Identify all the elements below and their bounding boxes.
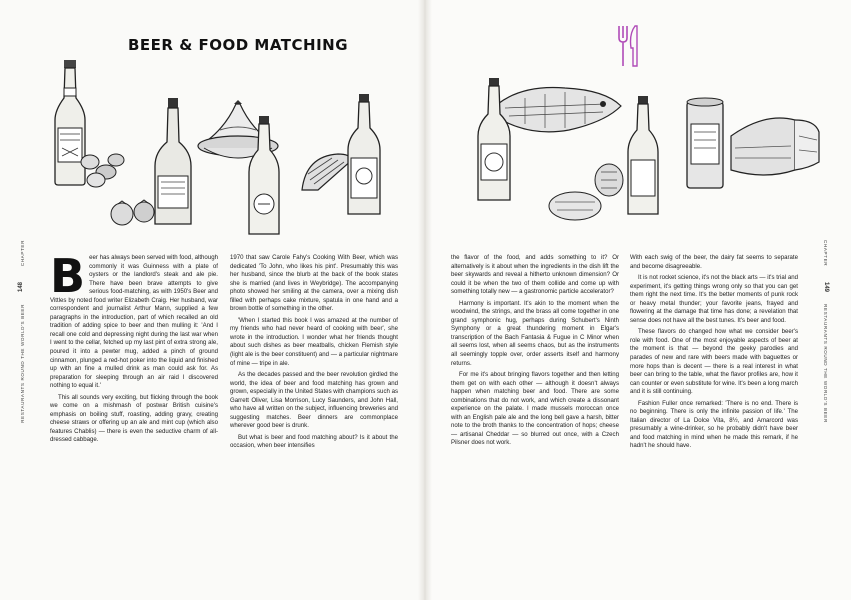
paragraph: eer has always been served with food, although commonly it was Guinness with a plate of oysters or the landlord's steak and ale pie. There have been brave attempts to give serious food-matching, as with 1950's Beer and Vittles by noted food writer Elizabeth Craig. Her husband, war correspondent and journalist Arthur Mann, supplied a few paragraphs in the introduction, part of which recalled an old tradition of adding spice to beer and then mulling it: 'And I recall one cold and depressing night during the last war when I went to the cellar, fetched up my last pint of extra strong ale, poured it into a pewter mug, added a pinch of ground cinnamon, plunged a red-hot poker into the liquid and finished up with an fine a mulled drink as man could ask for. As preparation for sleeping through an air raid I discovered nothing to equal it.' bbox=[50, 254, 218, 390]
paragraph: Harmony is important. It's akin to the moment when the woodwind, the strings, and the brass all come together in one grand symphonic hug, perhaps during Schubert's Ninth Symphony or a great thundering moment in Elgar's transcription of the Bach Fantasia & Fugue in C Minor when all seems lost, when all seems chaos, but as the instruments all seemingly topple over, order asserts itself and harmony returns. bbox=[451, 299, 619, 367]
beer-bottle-illustration bbox=[246, 114, 282, 238]
book-gutter bbox=[418, 0, 432, 600]
tomatoes-illustration bbox=[108, 198, 168, 228]
page-number: 148 bbox=[18, 281, 25, 293]
beer-bottle-illustration bbox=[625, 94, 661, 218]
right-page bbox=[425, 0, 851, 600]
right-column-2 bbox=[630, 254, 798, 592]
page-number: 149 bbox=[823, 281, 830, 293]
page-title: BEER & FOOD MATCHING bbox=[128, 36, 349, 54]
paragraph: 'When I started this book I was amazed at the number of my friends who had never heard of cooking with beer', she wrote in the introduction. I wonder what her friends thought about such dishes as beer meatballs, chicken Flemish style (light ale is the beer constituent) and — a particular nightmare of mine — tripe in ale. bbox=[230, 316, 398, 367]
paragraph: But what is beer and food matching about? Is it about the occasion, when beer intensifies bbox=[230, 433, 398, 450]
running-head: RESTAURANTS ROUND THE WORLD'S BEER bbox=[823, 304, 828, 423]
paragraph: This all sounds very exciting, but flicking through the book we come on a mishmash of postwar British cuisine's emphasis on boiling stuff, roasting, adding gravy, creating cheese straws or offering up an ale and mint cup (which also features Chablis) — there is even the seductive charm of all-dressed cabbage. bbox=[50, 393, 218, 444]
paragraph: 1970 that saw Carole Fahy's Cooking With Beer, which was dedicated 'To John, who likes his pint'. Presumably this was her husband, since the blurb at the back of the book states she is married (and lives in Weybridge). The accompanying photo showed her smiling at the camera, over a mixing dish filled with perhaps cake mixture, spatula in one hand and a brown bottle of something in the other. bbox=[230, 254, 398, 313]
paragraph: Fashion Fuller once remarked: 'There is no end. There is no beginning. There is only the infinite passion of life.' The Italian director of La Dolce Vita, 8½, and Amarcord was presumably a wine-drinker, so he probably didn't have beer and food matching in mind when he made this remark, if he hadn't he should have. bbox=[630, 399, 798, 450]
olives-illustration bbox=[78, 148, 128, 192]
paragraph: the flavor of the food, and adds something to it? Or alternatively is it about when the ingredients in the dish lift the beer skywards and reveal a hitherto unknown dimension? Or could it be when the two of them collide and come up with something totally new — a gastronomic particle accelerator? bbox=[451, 254, 619, 296]
right-column-1 bbox=[451, 254, 619, 592]
cake-illustration bbox=[725, 96, 823, 182]
paragraph: With each swig of the beer, the dairy fat seems to separate and become disagreeable. bbox=[630, 254, 798, 270]
left-column-1 bbox=[50, 254, 218, 592]
paragraph: For me it's about bringing flavors together and then letting them get on with each other — although it doesn't always happen when matching beer and food. There are some combinations that do not work, and which create a dissonant experience on the palate. I made mussels moroccan once with an English pale ale and the long bell gave a harsh, bitter note to the broth thanks to the concentration of hops; cheese — artisanal Cheddar — so blurred out once, with a Czech Pilsner does not work. bbox=[451, 371, 619, 447]
running-head: RESTAURANTS ROUND THE WORLD'S BEER bbox=[20, 304, 25, 423]
left-column-2 bbox=[230, 254, 398, 592]
paragraph: As the decades passed and the beer revolution girdled the world, the idea of beer and food matching has grown and grown, especially in the United States with champions such as Garrett Oliver, Lisa Morrison, Lucy Saunders, and John Hall, who have all written on the subject, influencing breweries and suggesting matches. Beer dinners are commonplace wherever good beer is drunk. bbox=[230, 371, 398, 430]
fork-knife-icon bbox=[615, 24, 641, 68]
beer-bottle-illustration bbox=[344, 92, 384, 218]
section-tag: CHAPTER bbox=[20, 240, 25, 267]
beer-can-illustration bbox=[683, 96, 727, 192]
paragraph: It is not rocket science, it's not the black arts — it's trial and experiment, it's getting things wrong only so that you can get them right the next time. It's the better moments of punk rock or heavy metal thunder; your favorite jeans, frayed and flowering at the damage that time has done; a revelation that sense does not have all the best tunes. It's beer and food. bbox=[630, 274, 798, 324]
section-tag: CHAPTER bbox=[823, 240, 828, 267]
left-page bbox=[0, 0, 425, 600]
drop-cap: B bbox=[50, 254, 86, 303]
paragraph: These flavors do changed how what we consider beer's role with food. One of the most enjoyable aspects of beer at the moment is that — beyond the geeky parodies and parades of new and rare with beers made with baguettes or more hops than is decent — there is a real interest in what beer can bring to the table, what the flavor profiles are, how it can counter or even substitute for wine. It's been a long march and it is still continuing. bbox=[630, 328, 798, 396]
beer-bottle-illustration bbox=[475, 76, 513, 204]
